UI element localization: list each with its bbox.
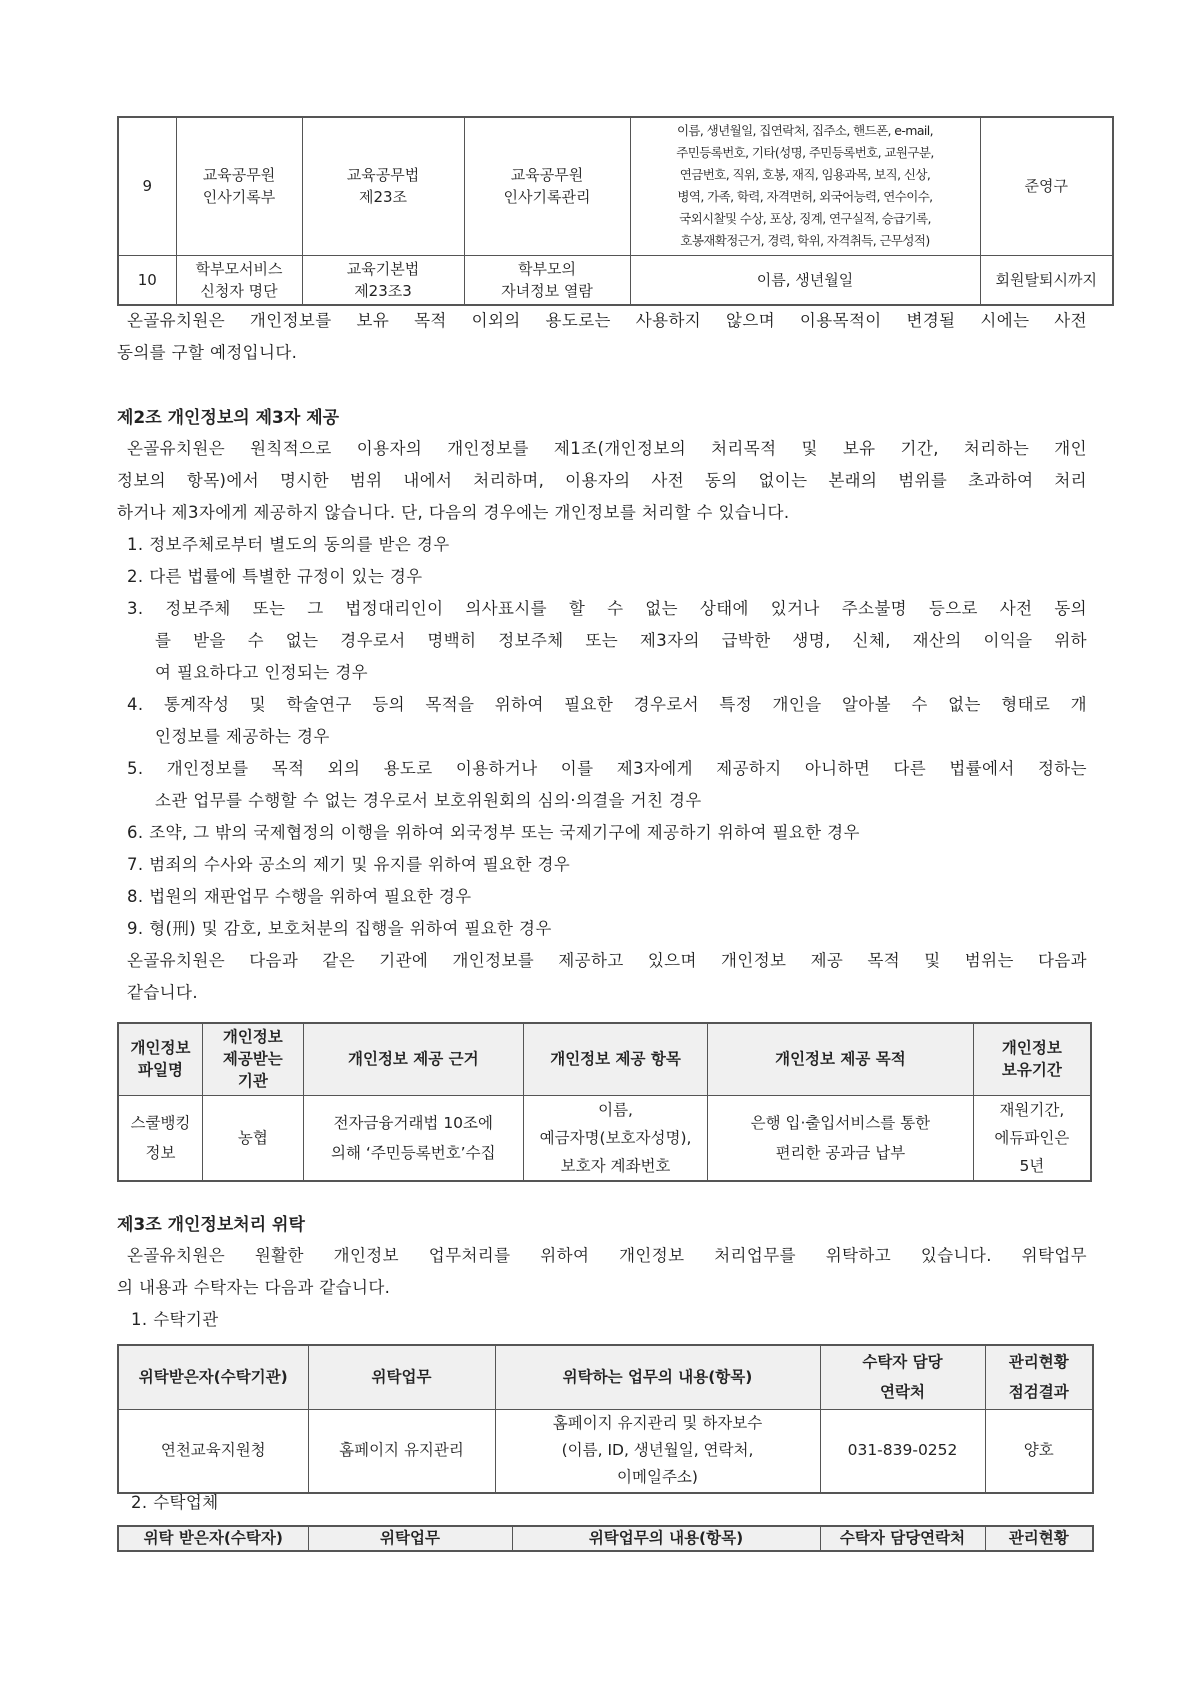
list-item-cont: 소관 업무를 수행할 수 없는 경우로서 보호위원회의 심의·의결을 거친 경우 [155,791,702,810]
table-cell: 이름, 예금자명(보호자성명), 보호자 계좌번호 [523,1095,707,1181]
table-row [118,255,1113,305]
table-cell: 농협 [203,1095,304,1181]
column-header: 개인정보 파일명 [118,1023,203,1095]
subsection-label: 1. 수탁기관 [131,1310,219,1329]
retention-period: 준영구 [980,117,1113,255]
column-header: 위탁 받은자(수탁자) [118,1526,308,1551]
table-cell: 홈페이지 유지관리 [308,1409,495,1493]
column-header: 수탁자 담당 연락처 [820,1345,985,1409]
paragraph-line: 온골유치원은 다음과 같은 기관에 개인정보를 제공하고 있으며 개인정보 제공 목적 및 범위는 다음과 [127,951,1087,970]
trustee-agency-table [117,1344,1094,1494]
retention-period: 회원탈퇴시까지 [980,255,1113,305]
table-cell: 스쿨뱅킹 정보 [118,1095,203,1181]
paragraph-line: 같습니다. [127,983,199,1002]
table-cell: 연천교육지원청 [118,1409,308,1493]
list-item: 2. 다른 법률에 특별한 규정이 있는 경우 [127,567,423,586]
table-header-row [118,1526,1093,1551]
paragraph-line: 동의를 구할 예정입니다. [117,343,298,362]
legal-basis: 교육공무법 제23조 [302,117,464,255]
paragraph-line: 온골유치원은 원활한 개인정보 업무처리를 위하여 개인정보 처리업무를 위탁하고 있습니다. 위탁업무 [127,1246,1087,1265]
row-number: 9 [118,117,176,255]
column-header: 위탁하는 업무의 내용(항목) [495,1345,820,1409]
legal-basis: 교육기본법 제23조3 [302,255,464,305]
table-cell: 재원기간, 에듀파인은 5년 [973,1095,1091,1181]
table-row [118,1409,1093,1493]
list-item: 5. 개인정보를 목적 외의 용도로 이용하거나 이를 제3자에게 제공하지 아니하면 다른 법률에서 정하는 [127,759,1087,778]
paragraph-line: 온골유치원은 개인정보를 보유 목적 이외의 용도로는 사용하지 않으며 이용목적이 변경될 시에는 사전 [127,311,1087,330]
table-cell: 031-839-0252 [820,1409,985,1493]
info-items: 이름, 생년월일, 집연락처, 집주소, 핸드폰, e-mail, 주민등록번호, 기타(성명, 주민등록번호, 교원구분, 연금번호, 직위, 호봉, 재직, 임용과목, 보직, 신상, 병역, 가족, 학력, 자격면허, 외국어능력, 연수이수, 국외시찰및 수상, 포상, 징계, 연구실적, 승급기록, 호봉재확정근거, 경력, 학위, 자격취득, 근무성적) [630,117,980,255]
column-header: 위탁받은자(수탁기관) [118,1345,308,1409]
subsection-label: 2. 수탁업체 [131,1493,219,1512]
column-header: 위탁업무 [308,1345,495,1409]
column-header: 개인정보 제공 근거 [303,1023,523,1095]
list-item-cont: 를 받을 수 없는 경우로서 명백히 정보주체 또는 제3자의 급박한 생명, 신체, 재산의 이익을 위하 [155,631,1087,650]
list-item: 6. 조약, 그 밖의 국제협정의 이행을 위하여 외국정부 또는 국제기구에 제공하기 위하여 필요한 경우 [127,823,860,842]
table-header-row [118,1023,1091,1095]
column-header: 관리현황 점검결과 [985,1345,1093,1409]
table-cell: 양호 [985,1409,1093,1493]
paragraph-line: 하거나 제3자에게 제공하지 않습니다. 단, 다음의 경우에는 개인정보를 처리할 수 있습니다. [117,503,790,522]
table-cell: 은행 입·출입서비스를 통한 편리한 공과금 납부 [708,1095,974,1181]
list-item: 4. 통계작성 및 학술연구 등의 목적을 위하여 필요한 경우로서 특정 개인을 알아볼 수 없는 형태로 개 [127,695,1087,714]
list-item-cont: 인정보를 제공하는 경우 [155,727,330,746]
list-item: 1. 정보주체로부터 별도의 동의를 받은 경우 [127,535,450,554]
file-name: 학부모서비스 신청자 명단 [176,255,302,305]
column-header: 관리현황 [985,1526,1093,1551]
list-item: 8. 법원의 재판업무 수행을 위하여 필요한 경우 [127,887,472,906]
column-header: 위탁업무 [308,1526,512,1551]
row-number: 10 [118,255,176,305]
paragraph-line: 온골유치원은 원칙적으로 이용자의 개인정보를 제1조(개인정보의 처리목적 및 보유 기간, 처리하는 개인 [127,439,1087,458]
info-items: 이름, 생년월일 [630,255,980,305]
column-header: 개인정보 제공 목적 [708,1023,974,1095]
list-item-cont: 여 필요하다고 인정되는 경우 [155,663,369,682]
table-cell: 전자금융거래법 10조에 의해 ‘주민등록번호’수집 [303,1095,523,1181]
personal-info-file-table [117,116,1114,306]
list-item: 3. 정보주체 또는 그 법정대리인이 의사표시를 할 수 없는 상태에 있거나 주소불명 등으로 사전 동의 [127,599,1087,618]
third-party-provision-table [117,1022,1092,1182]
table-header-row [118,1345,1093,1409]
purpose: 학부모의 자녀정보 열람 [464,255,630,305]
column-header: 수탁자 담당연락처 [820,1526,985,1551]
column-header: 개인정보 제공 항목 [523,1023,707,1095]
column-header: 개인정보 제공받는 기관 [203,1023,304,1095]
article-3-heading: 제3조 개인정보처리 위탁 [117,1215,305,1235]
table-row [118,117,1113,255]
column-header: 위탁업무의 내용(항목) [512,1526,820,1551]
list-item: 9. 형(刑) 및 감호, 보호처분의 집행을 위하여 필요한 경우 [127,919,552,938]
paragraph-line: 의 내용과 수탁자는 다음과 같습니다. [117,1278,391,1297]
article-2-heading: 제2조 개인정보의 제3자 제공 [117,408,340,428]
purpose: 교육공무원 인사기록관리 [464,117,630,255]
paragraph-line: 정보의 항목)에서 명시한 범위 내에서 처리하며, 이용자의 사전 동의 없이는 본래의 범위를 초과하여 처리 [117,471,1087,490]
file-name: 교육공무원 인사기록부 [176,117,302,255]
table-row [118,1095,1091,1181]
table-cell: 홈페이지 유지관리 및 하자보수 (이름, ID, 생년월일, 연락처, 이메일주소) [495,1409,820,1493]
column-header: 개인정보 보유기간 [973,1023,1091,1095]
trustee-company-table [117,1525,1094,1552]
list-item: 7. 범죄의 수사와 공소의 제기 및 유지를 위하여 필요한 경우 [127,855,571,874]
